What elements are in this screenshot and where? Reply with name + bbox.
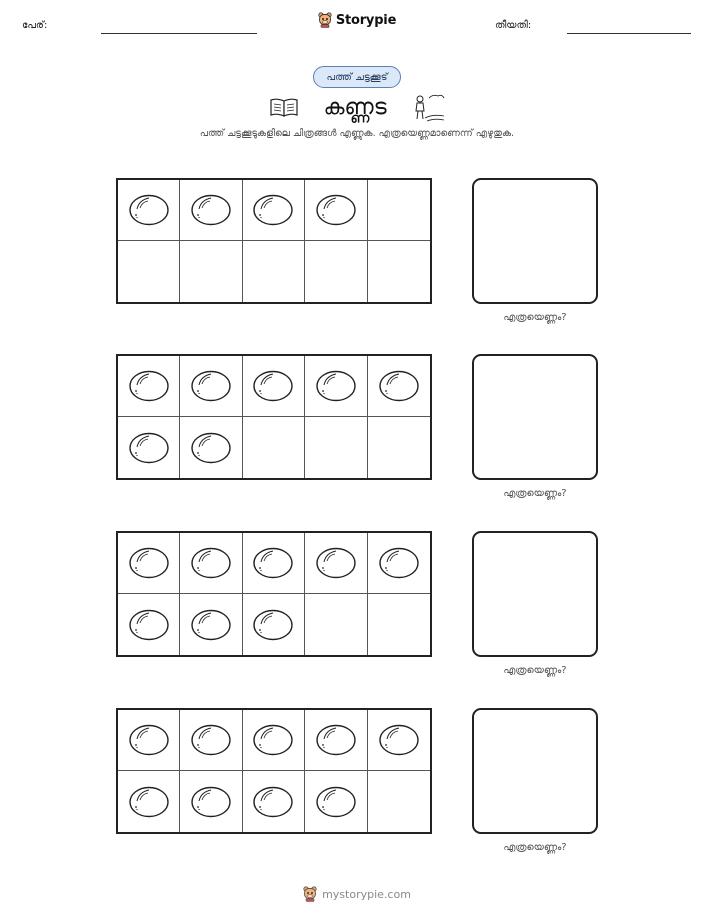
oval-pebble-icon [252, 785, 294, 819]
storypie-bear-icon [303, 886, 317, 902]
oval-pebble-icon [315, 785, 357, 819]
ten-frame-cell [243, 180, 305, 241]
ten-frame-cell [118, 241, 180, 302]
ten-frame-cell [118, 356, 180, 417]
ten-frame-cell [243, 356, 305, 417]
oval-pebble-icon [315, 369, 357, 403]
ten-frame-cell [368, 771, 430, 832]
oval-pebble-icon [190, 546, 232, 580]
ten-frame-cell [243, 710, 305, 771]
ten-frame-cell [368, 533, 430, 594]
brand-logo [0, 12, 714, 28]
oval-pebble-icon [252, 723, 294, 757]
ten-frame-cell [118, 710, 180, 771]
date-field[interactable] [567, 33, 691, 34]
ten-frame-cell [118, 417, 180, 478]
date-label: തീയതി: [495, 20, 532, 31]
answer-box[interactable] [472, 531, 598, 657]
ten-frame-cell [180, 710, 242, 771]
oval-pebble-icon [128, 546, 170, 580]
footer-url: mystorypie.com [322, 887, 411, 901]
person-walking-icon [411, 92, 445, 122]
answer-box[interactable] [472, 708, 598, 834]
ten-frame-cell [305, 771, 367, 832]
worksheet-tag: പത്ത് ചട്ടക്കൂട് [313, 66, 401, 88]
oval-pebble-icon [128, 723, 170, 757]
oval-pebble-icon [128, 785, 170, 819]
how-many-label: എത്രയെണ്ണം? [503, 312, 567, 323]
ten-frame-cell [118, 771, 180, 832]
ten-frame-cell [243, 533, 305, 594]
oval-pebble-icon [252, 608, 294, 642]
ten-frame-cell [368, 417, 430, 478]
ten-frame-cell [305, 241, 367, 302]
oval-pebble-icon [378, 723, 420, 757]
oval-pebble-icon [378, 546, 420, 580]
how-many-label: എത്രയെണ്ണം? [503, 842, 567, 853]
oval-pebble-icon [252, 546, 294, 580]
ten-frame-cell [243, 771, 305, 832]
oval-pebble-icon [315, 546, 357, 580]
oval-pebble-icon [190, 608, 232, 642]
answer-box[interactable] [472, 178, 598, 304]
page-title: കണ്ണട [323, 94, 387, 120]
ten-frame-cell [305, 710, 367, 771]
ten-frame-cell [118, 533, 180, 594]
open-book-icon [269, 96, 299, 118]
title-row [0, 92, 714, 122]
oval-pebble-icon [190, 193, 232, 227]
ten-frame-cell [243, 417, 305, 478]
ten-frame [116, 354, 432, 480]
answer-box[interactable] [472, 354, 598, 480]
oval-pebble-icon [128, 608, 170, 642]
ten-frame-cell [305, 594, 367, 655]
name-field[interactable] [101, 33, 257, 34]
instruction-text: പത്ത് ചട്ടക്കൂടുകളിലെ ചിത്രങ്ങൾ എണ്ണുക. എത്രയെണ്ണമാണെന്ന് എഴുതുക. [199, 128, 515, 139]
oval-pebble-icon [252, 369, 294, 403]
ten-frame-cell [305, 180, 367, 241]
oval-pebble-icon [128, 193, 170, 227]
oval-pebble-icon [190, 723, 232, 757]
brand-name: Storypie [335, 12, 397, 28]
ten-frame-cell [180, 241, 242, 302]
ten-frame-cell [368, 180, 430, 241]
oval-pebble-icon [315, 193, 357, 227]
ten-frame-cell [305, 356, 367, 417]
storypie-bear-icon [318, 12, 332, 28]
how-many-label: എത്രയെണ്ണം? [503, 665, 567, 676]
oval-pebble-icon [190, 785, 232, 819]
footer [0, 886, 714, 902]
ten-frame [116, 708, 432, 834]
ten-frame-cell [118, 180, 180, 241]
oval-pebble-icon [128, 369, 170, 403]
ten-frame-cell [305, 417, 367, 478]
ten-frame [116, 178, 432, 304]
ten-frame-cell [118, 594, 180, 655]
oval-pebble-icon [315, 723, 357, 757]
ten-frame-cell [368, 710, 430, 771]
ten-frame-cell [180, 180, 242, 241]
ten-frame-cell [180, 533, 242, 594]
oval-pebble-icon [378, 369, 420, 403]
ten-frame [116, 531, 432, 657]
oval-pebble-icon [190, 369, 232, 403]
ten-frame-cell [180, 771, 242, 832]
oval-pebble-icon [190, 431, 232, 465]
name-label: പേര്: [22, 20, 48, 31]
ten-frame-cell [180, 356, 242, 417]
ten-frame-cell [305, 533, 367, 594]
how-many-label: എത്രയെണ്ണം? [503, 488, 567, 499]
ten-frame-cell [368, 356, 430, 417]
ten-frame-cell [243, 594, 305, 655]
oval-pebble-icon [252, 193, 294, 227]
oval-pebble-icon [128, 431, 170, 465]
ten-frame-cell [180, 594, 242, 655]
ten-frame-cell [368, 241, 430, 302]
ten-frame-cell [243, 241, 305, 302]
ten-frame-cell [368, 594, 430, 655]
ten-frame-cell [180, 417, 242, 478]
